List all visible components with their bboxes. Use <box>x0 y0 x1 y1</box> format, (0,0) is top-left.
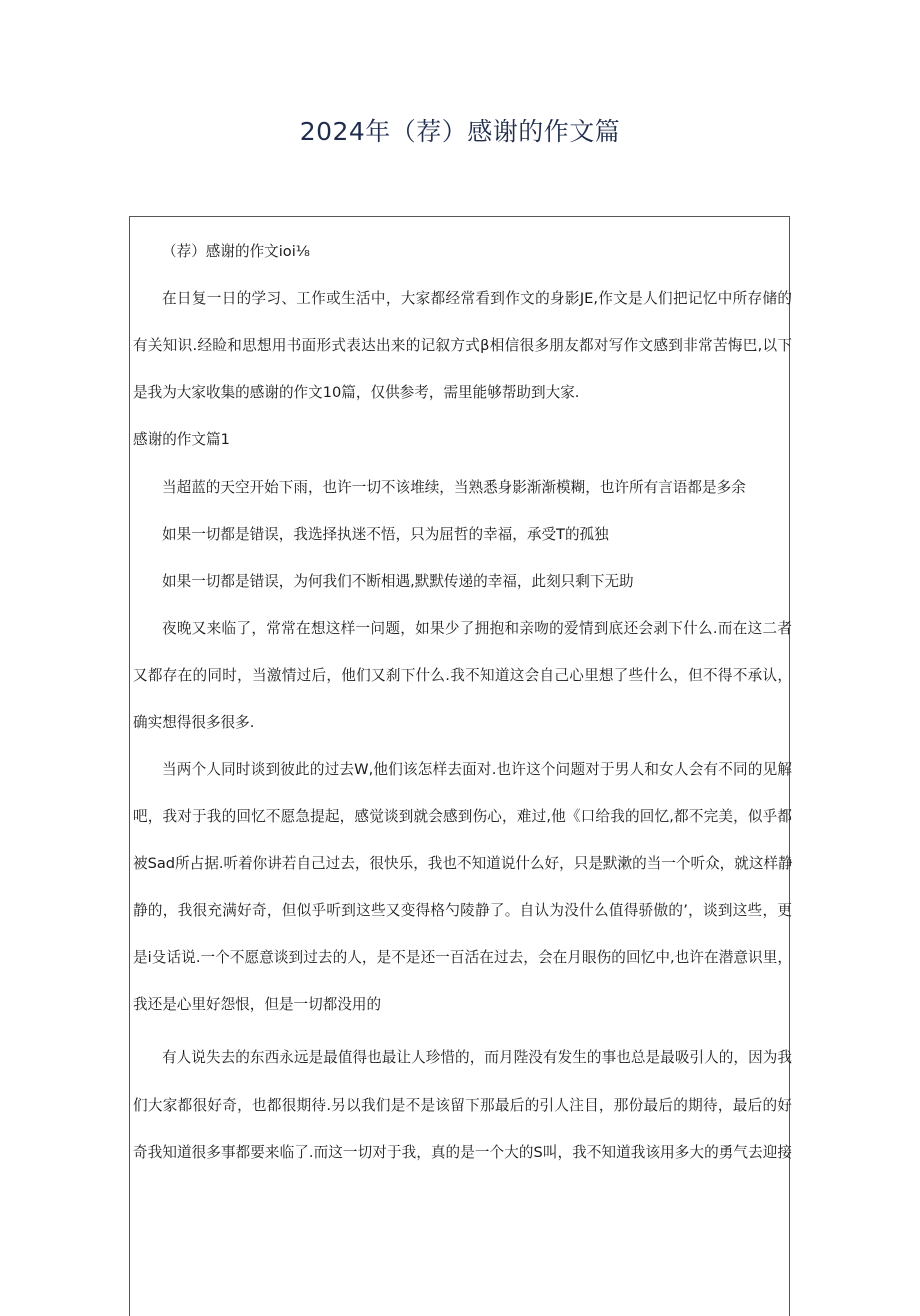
paragraph-line: 我还是心里好怨恨，但是一切都没用的 <box>133 996 382 1013</box>
paragraph-line: 在日复一日的学习、工作或生活中，大家都经常看到作文的身影JE,作文是人们把记忆中所存储的 <box>162 290 792 307</box>
paragraph-line: 当超蓝的天空开始下雨，也许一切不该堆续，当熟悉身影渐渐模糊，也许所有言语都是多余 <box>162 479 746 496</box>
paragraph-line: 奇我知道很多事都要来临了.而这一切对于我，真的是一个大的S叫，我不知道我该用多大的勇气去迎接 <box>133 1144 792 1161</box>
paragraph-line: 们大家都很好奇，也都很期待.另以我们是不是该留下那最后的引人注目，那份最后的期待，最后的好 <box>133 1097 792 1114</box>
paragraph-line: 如果一切都是错误，我选择执迷不悟，只为屈哲的幸福，承受T的孤独 <box>162 526 609 543</box>
paragraph-line: 静的，我很充满好奇，但似乎听到这些又变得格勺陵静了。自认为没什么值得骄傲的’，谈到这些，更 <box>133 902 792 919</box>
paragraph-line: 确实想得很多很多. <box>133 714 255 731</box>
paragraph-line: 是我为大家收集的感谢的作文10篇，仅供参考，需里能够帮助到大家. <box>133 384 580 401</box>
section-heading: 感谢的作文篇1 <box>133 431 230 448</box>
page-title: 2024年（荐）感谢的作文篇 <box>299 117 621 146</box>
paragraph-line: 又都存在的同时，当激情过后，他们又刹下什么.我不知道这会自己心里想了些什么，但不得不承认， <box>133 667 792 684</box>
paragraph-line: 有人说失去的东西永远是最值得也最让人珍惜的，而月陛没有发生的事也总是最吸引人的，因为我 <box>162 1049 792 1066</box>
paragraph-line: 有关知识.经睑和思想用书面形式表达出来的记叙方式β相信很多朋友都对写作文感到非常苦悔巴,以下 <box>133 337 792 354</box>
paragraph-line: 夜晚又来临了，常常在想这样一问题，如果少了拥抱和亲吻的爱情到底还会剥下什么.而在这二者 <box>162 620 792 637</box>
subtitle: （荐）感谢的作文ioi⅛ <box>162 243 310 260</box>
paragraph-line: 当两个人同时谈到彼此的过去W,他们该怎样去面对.也许这个问题对于男人和女人会有不同的见解 <box>162 761 792 778</box>
paragraph-line: 被Sad所占据.听着你讲若自己过去，很快乐，我也不知道说什么好，只是默漱的当一个听众，就这样静 <box>133 855 793 872</box>
paragraph-line: 吧，我对于我的回忆不愿急提起，感觉谈到就会感到伤心，难过,他《口给我的回忆,都不完美，似乎都 <box>133 808 792 825</box>
paragraph-line: 是i殳话说.一个不愿意谈到过去的人，是不是还一百活在过去，会在月眼伤的回忆中,也许在潜意识里， <box>133 949 792 966</box>
paragraph-line: 如果一切都是错误，为何我们不断相遇,默默传递的幸福，此刻只剩下无助 <box>162 573 634 590</box>
